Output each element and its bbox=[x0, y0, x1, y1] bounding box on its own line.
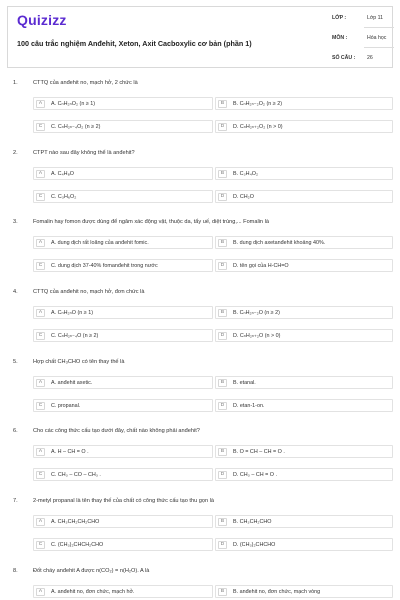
option-c[interactable] bbox=[33, 329, 213, 342]
option-text: C. CₙH₂ₙ₋₄O₂ (n ≥ 2) bbox=[51, 124, 101, 130]
option-c[interactable] bbox=[33, 399, 213, 412]
option-text: A. CₙH₂ₙO₂ (n ≥ 1) bbox=[51, 101, 96, 107]
meta-label: LỚP : bbox=[332, 15, 347, 21]
question-text: Hợp chất CH₃CHO có tên thay thế là bbox=[33, 359, 125, 365]
worksheet-header bbox=[7, 6, 393, 68]
option-text: B. O = CH – CH = O . bbox=[233, 449, 285, 455]
option-d[interactable] bbox=[215, 120, 393, 133]
option-b[interactable] bbox=[215, 97, 393, 110]
option-b[interactable] bbox=[215, 376, 393, 389]
option-c[interactable] bbox=[33, 120, 213, 133]
option-text: B. anđehit no, đơn chức, mạch vòng bbox=[233, 589, 321, 595]
option-c[interactable] bbox=[33, 259, 213, 272]
option-letter-badge: B bbox=[218, 379, 227, 387]
option-text: A. anđehit axetic. bbox=[51, 380, 93, 386]
option-letter-badge: B bbox=[218, 100, 227, 108]
option-letter-badge: C bbox=[36, 332, 45, 340]
option-d[interactable] bbox=[215, 190, 393, 203]
option-b[interactable] bbox=[215, 445, 393, 458]
option-text: D. (CH₃)₂CHCHO bbox=[233, 542, 276, 548]
option-text: C. C₃H₆O₂ bbox=[51, 194, 77, 200]
option-letter-badge: A bbox=[36, 309, 45, 317]
option-text: B. dung dịch axetanđehit khoảng 40%. bbox=[233, 240, 326, 246]
option-text: A. CₙH₂ₙO (n ≥ 1) bbox=[51, 310, 93, 316]
option-a[interactable] bbox=[33, 585, 213, 598]
question-number: 8. bbox=[13, 568, 18, 574]
option-d[interactable] bbox=[215, 329, 393, 342]
option-text: D. CₙH₂ₙ₊₂O (n > 0) bbox=[233, 333, 281, 339]
question-text: 2-metyl propanal là tên thay thế của chất có công thức cấu tạo thu gọn là bbox=[33, 498, 214, 504]
option-text: B. CₙH₂ₙ₋₂O (n ≥ 2) bbox=[233, 310, 280, 316]
option-d[interactable] bbox=[215, 468, 393, 481]
option-b[interactable] bbox=[215, 306, 393, 319]
worksheet-meta bbox=[324, 7, 394, 69]
option-letter-badge: D bbox=[218, 471, 227, 479]
option-text: C. CH₃ – CO – CH₃ . bbox=[51, 472, 101, 478]
option-text: B. CₙH₂ₙ₋₂O₂ (n ≥ 2) bbox=[233, 101, 283, 107]
option-letter-badge: A bbox=[36, 379, 45, 387]
option-letter-badge: B bbox=[218, 309, 227, 317]
question-number: 4. bbox=[13, 289, 18, 295]
meta-label: MÔN : bbox=[332, 35, 348, 41]
question-number: 6. bbox=[13, 428, 18, 434]
option-letter-badge: A bbox=[36, 518, 45, 526]
option-text: B. CH₃CH₂CHO bbox=[233, 519, 272, 525]
question-text: CTPT nào sau đây không thể là anđehit? bbox=[33, 150, 135, 156]
option-letter-badge: A bbox=[36, 100, 45, 108]
option-letter-badge: B bbox=[218, 588, 227, 596]
option-letter-badge: A bbox=[36, 588, 45, 596]
option-text: D. etan-1-on. bbox=[233, 403, 265, 409]
option-letter-badge: C bbox=[36, 123, 45, 131]
question-text: CTTQ của anđehit no, mạch hở, đơn chức là bbox=[33, 289, 145, 295]
meta-row-class bbox=[324, 7, 394, 27]
option-a[interactable] bbox=[33, 445, 213, 458]
meta-label: SỐ CÂU : bbox=[332, 55, 356, 61]
option-d[interactable] bbox=[215, 259, 393, 272]
option-text: A. anđehit no, đơn chức, mạch hở. bbox=[51, 589, 135, 595]
quizizz-logo: Quizizz bbox=[17, 12, 67, 28]
option-b[interactable] bbox=[215, 167, 393, 180]
question-text: CTTQ của anđehit no, mạch hở, 2 chức là bbox=[33, 80, 138, 86]
option-text: B. etanal. bbox=[233, 380, 256, 386]
option-text: D. CₙH₂ₙ₊₂O₂ (n > 0) bbox=[233, 124, 283, 130]
worksheet-title: 100 câu trắc nghiệm Anđehit, Xeton, Axit Cacboxylic cơ bản (phần 1) bbox=[17, 39, 252, 48]
meta-value: Lớp 11 bbox=[367, 15, 383, 21]
meta-row-question-count bbox=[324, 47, 394, 67]
question-text: Fomalin hay fomon được dùng để ngâm xác động vật, thuộc da, tẩy uế, diệt trùng,... Fomalin là bbox=[33, 219, 269, 225]
option-d[interactable] bbox=[215, 538, 393, 551]
option-c[interactable] bbox=[33, 538, 213, 551]
option-text: D. CH₃ – CH = O . bbox=[233, 472, 277, 478]
option-a[interactable] bbox=[33, 97, 213, 110]
option-b[interactable] bbox=[215, 585, 393, 598]
question-number: 2. bbox=[13, 150, 18, 156]
question-number: 1. bbox=[13, 80, 18, 86]
option-letter-badge: C bbox=[36, 193, 45, 201]
option-text: A. C₄H₈O bbox=[51, 171, 75, 177]
question-text: Đốt cháy anđehit A được n(CO₂) = n(H₂O). A là bbox=[33, 568, 150, 574]
question-number: 5. bbox=[13, 359, 18, 365]
option-letter-badge: A bbox=[36, 448, 45, 456]
option-c[interactable] bbox=[33, 190, 213, 203]
option-text: C. CₙH₂ₙ₋₄O (n ≥ 2) bbox=[51, 333, 99, 339]
meta-row-subject bbox=[324, 27, 394, 47]
meta-value: Hóa học bbox=[367, 35, 387, 41]
question-text: Cho các công thức cấu tạo dưới đây, chất nào không phải anđehit? bbox=[33, 428, 200, 434]
option-text: C. dung dịch 37-40% fomanđehit trong nước bbox=[51, 263, 158, 269]
option-text: D. tên gọi của H-CH=O bbox=[233, 263, 289, 269]
option-a[interactable] bbox=[33, 306, 213, 319]
option-letter-badge: A bbox=[36, 239, 45, 247]
option-letter-badge: C bbox=[36, 402, 45, 410]
option-b[interactable] bbox=[215, 515, 393, 528]
option-letter-badge: D bbox=[218, 332, 227, 340]
option-letter-badge: B bbox=[218, 170, 227, 178]
option-letter-badge: D bbox=[218, 123, 227, 131]
option-d[interactable] bbox=[215, 399, 393, 412]
option-a[interactable] bbox=[33, 236, 213, 249]
option-letter-badge: B bbox=[218, 448, 227, 456]
option-text: C. (CH₃)₂CHCH₂CHO bbox=[51, 542, 104, 548]
option-b[interactable] bbox=[215, 236, 393, 249]
option-text: B. C₃H₄O₂ bbox=[233, 171, 259, 177]
question-number: 7. bbox=[13, 498, 18, 504]
option-letter-badge: D bbox=[218, 262, 227, 270]
option-letter-badge: C bbox=[36, 262, 45, 270]
option-letter-badge: D bbox=[218, 193, 227, 201]
option-text: A. H – CH = O . bbox=[51, 449, 89, 455]
option-a[interactable] bbox=[33, 376, 213, 389]
option-letter-badge: C bbox=[36, 541, 45, 549]
option-letter-badge: D bbox=[218, 402, 227, 410]
option-text: C. propanal. bbox=[51, 403, 81, 409]
option-letter-badge: A bbox=[36, 170, 45, 178]
option-letter-badge: B bbox=[218, 518, 227, 526]
meta-value: 26 bbox=[367, 55, 373, 61]
option-c[interactable] bbox=[33, 468, 213, 481]
option-text: A. dung dịch rất loãng của anđehit fomic. bbox=[51, 240, 149, 246]
option-a[interactable] bbox=[33, 167, 213, 180]
option-letter-badge: B bbox=[218, 239, 227, 247]
question-number: 3. bbox=[13, 219, 18, 225]
option-text: D. CH₂O bbox=[233, 194, 254, 200]
option-a[interactable] bbox=[33, 515, 213, 528]
option-text: A. CH₃CH₂CH₂CHO bbox=[51, 519, 100, 525]
option-letter-badge: D bbox=[218, 541, 227, 549]
option-letter-badge: C bbox=[36, 471, 45, 479]
